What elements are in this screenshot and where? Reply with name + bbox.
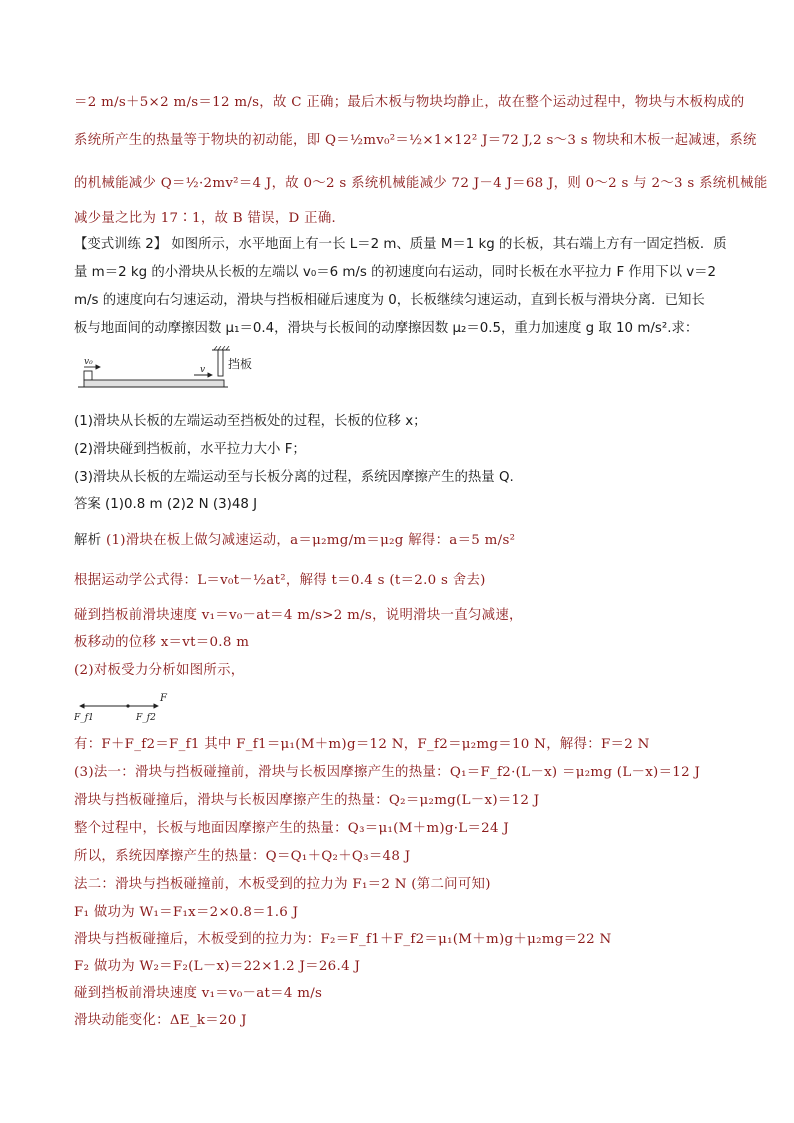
ff1-label: F_f1 xyxy=(74,713,94,723)
long-board xyxy=(84,380,224,387)
problem-text-1: 如图所示，水平地面上有一长 L＝2 m、质量 M＝1 kg 的长板，其右端上方有一固定挡板．质 xyxy=(167,237,727,252)
analysis-line-15: 碰到挡板前滑块速度 v₁＝v₀－at＝4 m/s xyxy=(74,986,323,1001)
question-1: (1)滑块从长板的左端运动至挡板处的过程，长板的位移 x； xyxy=(74,414,427,429)
board-diagram xyxy=(78,346,298,396)
answer-text: (1)0.8 m (2)2 N (3)48 J xyxy=(100,497,258,512)
analysis-line-12: F₁ 做功为 W₁＝F₁x＝2×0.8＝1.6 J xyxy=(74,905,299,920)
hatch-icon xyxy=(214,346,229,350)
analysis-line-4: 板移动的位移 x＝vt＝0.8 m xyxy=(74,635,250,650)
question-2: (2)滑块碰到挡板前，水平拉力大小 F； xyxy=(74,442,306,457)
force-origin-dot xyxy=(126,704,129,707)
prev-solution-line-3: 的机械能减少 Q＝½·2mv²＝4 J，故 0～2 s 系统机械能减少 72 J－4 J＝68 J，则 0～2 s 与 2～3 s 系统机械能 xyxy=(74,176,768,191)
answer-line xyxy=(74,496,734,514)
analysis-line-5: (2)对板受力分析如图所示， xyxy=(74,663,245,678)
analysis-line-9: 整个过程中，长板与地面因摩擦产生的热量：Q₃＝μ₁(M＋m)g·L＝24 J xyxy=(74,821,510,836)
analysis-line-7: (3)法一：滑块与挡板碰撞前，滑块与长板因摩擦产生的热量：Q₁＝F_f2·(L－x) ＝μ₂mg (L－x)＝12 J xyxy=(74,765,701,780)
problem-tag: 【变式训练 2】 xyxy=(74,237,168,252)
answer-label: 答案 xyxy=(74,497,101,512)
v-label: v xyxy=(200,365,206,375)
problem-line-3: m/s 的速度向右匀速运动，滑块与挡板相碰后速度为 0，长板继续匀速运动，直到长板与滑块分离．已知长 xyxy=(74,293,705,308)
ff2-label: F_f2 xyxy=(136,713,156,723)
analysis-line-6: 有：F＋F_f2＝F_f1 其中 F_f1＝μ₁(M＋m)g＝12 N，F_f2＝μ₂mg＝10 N，解得：F＝2 N xyxy=(74,737,650,752)
analysis-text-1: (1)滑块在板上做匀减速运动，a＝μ₂mg/m＝μ₂g 解得：a＝5 m/s² xyxy=(101,533,516,548)
analysis-line-2: 根据运动学公式得：L＝v₀t－½at²，解得 t＝0.4 s (t＝2.0 s 舍去) xyxy=(74,573,486,588)
analysis-line-10: 所以，系统因摩擦产生的热量：Q＝Q₁＋Q₂＋Q₃＝48 J xyxy=(74,849,411,864)
problem-line-2: 量 m＝2 kg 的小滑块从长板的左端以 v₀＝6 m/s 的初速度向右运动，同时长板在水平拉力 F 作用下以 v＝2 xyxy=(74,265,717,280)
analysis-line-13: 滑块与挡板碰撞后，木板受到的拉力为：F₂＝F_f1＋F_f2＝μ₁(M＋m)g＋μ₂mg＝22 N xyxy=(74,932,612,947)
force-diagram xyxy=(74,688,194,728)
force-diagram-svg xyxy=(74,688,194,728)
analysis-line-14: F₂ 做功为 W₂＝F₂(L－x)＝22×1.2 J＝26.4 J xyxy=(74,959,361,974)
analysis-line-16: 滑块动能变化：ΔE_k＝20 J xyxy=(74,1013,247,1028)
prev-solution-line-2: 系统所产生的热量等于物块的初动能，即 Q＝½mv₀²＝½×1×12² J＝72 J,2 s～3 s 物块和木板一起减速，系统 xyxy=(74,133,757,148)
analysis-line-3: 碰到挡板前滑块速度 v₁＝v₀－at＝4 m/s>2 m/s，说明滑块一直匀减速， xyxy=(74,608,523,623)
baffle xyxy=(218,350,223,376)
analysis-line-8: 滑块与挡板碰撞后，滑块与长板因摩擦产生的热量：Q₂＝μ₂mg(L－x)＝12 J xyxy=(74,793,540,808)
f-label: F xyxy=(160,693,167,704)
prev-solution-line-4: 减少量之比为 17∶1，故 B 错误，D 正确． xyxy=(74,211,346,226)
prev-solution-line-1: ＝2 m/s＋5×2 m/s＝12 m/s，故 C 正确；最后木板与物块均静止，故在整个运动过程中，物块与木板构成的 xyxy=(74,95,745,110)
slider-block xyxy=(84,371,92,380)
problem-line-1 xyxy=(74,236,734,254)
board-diagram-svg xyxy=(78,346,298,396)
v0-label: v₀ xyxy=(84,357,93,367)
problem-line-4: 板与地面间的动摩擦因数 μ₁＝0.4，滑块与长板间的动摩擦因数 μ₂＝0.5，重力加速度 g 取 10 m/s².求： xyxy=(74,321,699,336)
analysis-line-1 xyxy=(74,532,734,550)
analysis-label: 解析 xyxy=(74,533,102,548)
baffle-label: 挡板 xyxy=(228,357,253,371)
analysis-line-11: 法二：滑块与挡板碰撞前，木板受到的拉力为 F₁＝2 N (第二问可知) xyxy=(74,877,491,892)
question-3: (3)滑块从长板的左端运动至与长板分离的过程，系统因摩擦产生的热量 Q. xyxy=(74,470,514,485)
